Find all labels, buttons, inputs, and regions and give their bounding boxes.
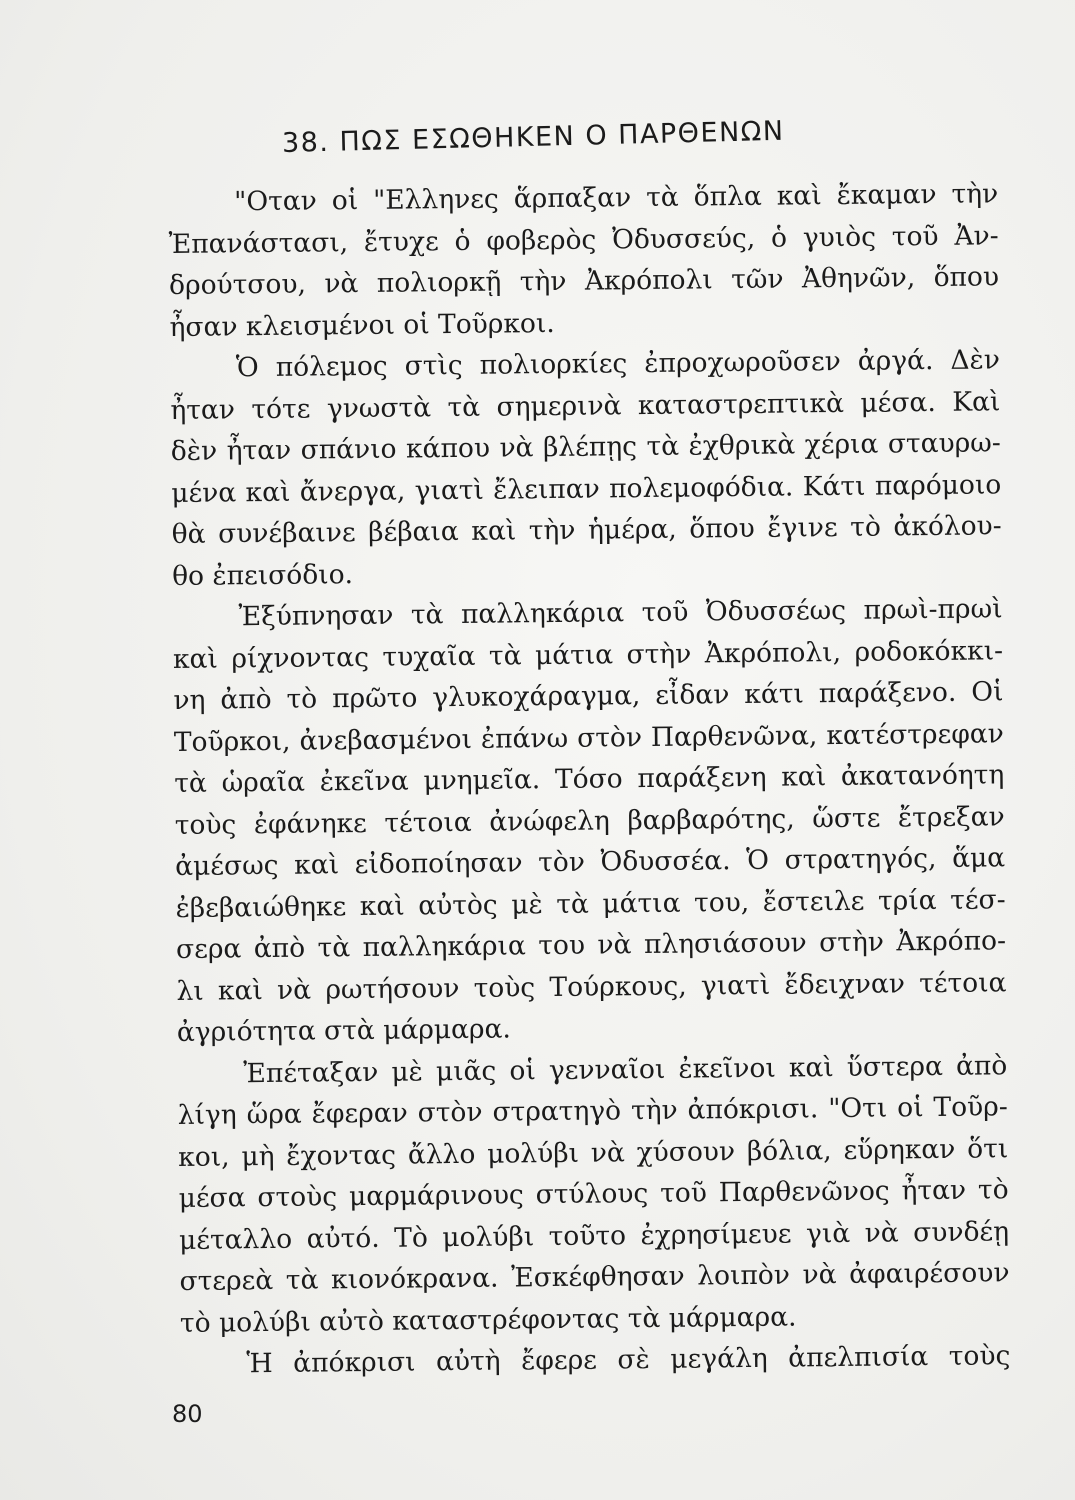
text-line: καὶ ρίχνοντας τυχαῖα τὰ μάτια στὴν Ἀκρόπολι, ροδοκόκκι- xyxy=(172,634,1004,675)
text-line: μέσα στοὺς μαρμάρινους στύλους τοῦ Παρθενῶνος ἦταν τὸ xyxy=(178,1174,1009,1214)
text-line: "Οταν οἱ "Ελληνες ἅρπαξαν τὰ ὅπλα καὶ ἔκαμαν τὴν xyxy=(234,178,999,218)
text-line: Ὁ πόλεμος στὶς πολιορκίες ἐπροχωροῦσεν ἀργά. Δὲν xyxy=(235,344,1001,384)
text-line: θὰ συνέβαινε βέβαια καὶ τὴν ἡμέρα, ὅπου ἔγινε τὸ ἀκόλου- xyxy=(171,510,1002,550)
page-number: 80 xyxy=(172,1400,203,1428)
text-line: λι καὶ νὰ ρωτήσουν τοὺς Τούρκους, γιατὶ ἔδειχναν τέτοια xyxy=(176,966,1007,1007)
text-line: λίγη ὥρα ἔφεραν στὸν στρατηγὸ τὴν ἀπόκρισι. "Οτι οἱ Τοῦρ- xyxy=(177,1091,1008,1131)
text-line: μέταλλο αὐτό. Τὸ μολύβι τοῦτο ἐχρησίμευε γιὰ νὰ συνδέῃ xyxy=(178,1215,1010,1256)
text-line: τοὺς ἐφάνηκε τέτοια ἀνώφελη βαρβαρότης, ὥστε ἔτρεξαν xyxy=(174,800,1005,841)
body-text xyxy=(168,173,1011,1385)
text-line: ἀμέσως καὶ εἰδοποίησαν τὸν Ὀδυσσέα. Ὁ στρατηγός, ἅμα xyxy=(175,842,1006,882)
text-line: κοι, μὴ ἔχοντας ἄλλο μολύβι νὰ χύσουν βόλια, εὕρηκαν ὅτι xyxy=(178,1132,1009,1173)
text-line: νη ἀπὸ τὸ πρῶτο γλυκοχάραγμα, εἶδαν κάτι παράξενο. Οἱ xyxy=(173,676,1004,716)
text-line: Τοῦρκοι, ἀνεβασμένοι ἐπάνω στὸν Παρθενῶνα, κατέστρεφαν xyxy=(173,717,1004,758)
text-line: τὰ ὡραῖα ἐκεῖνα μνημεῖα. Τόσο παράξενη καὶ ἀκατανόητη xyxy=(174,759,1005,799)
text-line: στερεὰ τὰ κιονόκρανα. Ἐσκέφθησαν λοιπὸν νὰ ἀφαιρέσουν xyxy=(179,1257,1010,1297)
text-line: δρούτσου, νὰ πολιορκῇ τὴν Ἀκρόπολι τῶν Ἀθηνῶν, ὅπου xyxy=(168,261,1000,301)
text-line: Ἐπέταξαν μὲ μιᾶς οἱ γενναῖοι ἐκεῖνοι καὶ ὕστερα ἀπὸ xyxy=(243,1049,1008,1089)
text-line: Ἐπανάστασι, ἔτυχε ὁ φοβερὸς Ὀδυσσεύς, ὁ γυιὸς τοῦ Ἀν- xyxy=(168,219,999,260)
text-line: ἦταν τότε γνωστὰ τὰ σημερινὰ καταστρεπτικὰ μέσα. Καὶ xyxy=(170,385,1001,426)
chapter-heading: 38. ΠΩΣ ΕΣΩΘΗΚΕΝ Ο ΠΑΡΘΕΝΩΝ xyxy=(281,115,785,159)
text-line: ἐβεβαιώθηκε καὶ αὐτὸς μὲ τὰ μάτια του, ἔστειλε τρία τέσ- xyxy=(175,883,1006,924)
text-line: μένα καὶ ἄνεργα, γιατὶ ἔλειπαν πολεμοφόδια. Κάτι παρόμοιο xyxy=(171,468,1002,509)
text-line: ἀγριότητα στὰ μάρμαρα. xyxy=(176,1013,512,1048)
text-line: Ἡ ἀπόκρισι αὐτὴ ἔφερε σὲ μεγάλη ἀπελπισία τοὺς xyxy=(246,1340,1011,1380)
text-line: Ἐξύπνησαν τὰ παλληκάρια τοῦ Ὀδυσσέως πρωὶ-πρωὶ xyxy=(238,593,1003,633)
text-line: τὸ μολύβι αὐτὸ καταστρέφοντας τὰ μάρμαρα. xyxy=(179,1300,797,1339)
text-line: θο ἐπεισόδιο. xyxy=(171,558,354,592)
text-line: δὲν ἦταν σπάνιο κάπου νὰ βλέπῃς τὰ ἐχθρικὰ χέρια σταυρω- xyxy=(170,427,1001,467)
text-line: σερα ἀπὸ τὰ παλληκάρια του νὰ πλησιάσουν στὴν Ἀκρόπο- xyxy=(175,925,1007,965)
text-line: ἦσαν κλεισμένοι οἱ Τοῦρκοι. xyxy=(169,307,555,343)
